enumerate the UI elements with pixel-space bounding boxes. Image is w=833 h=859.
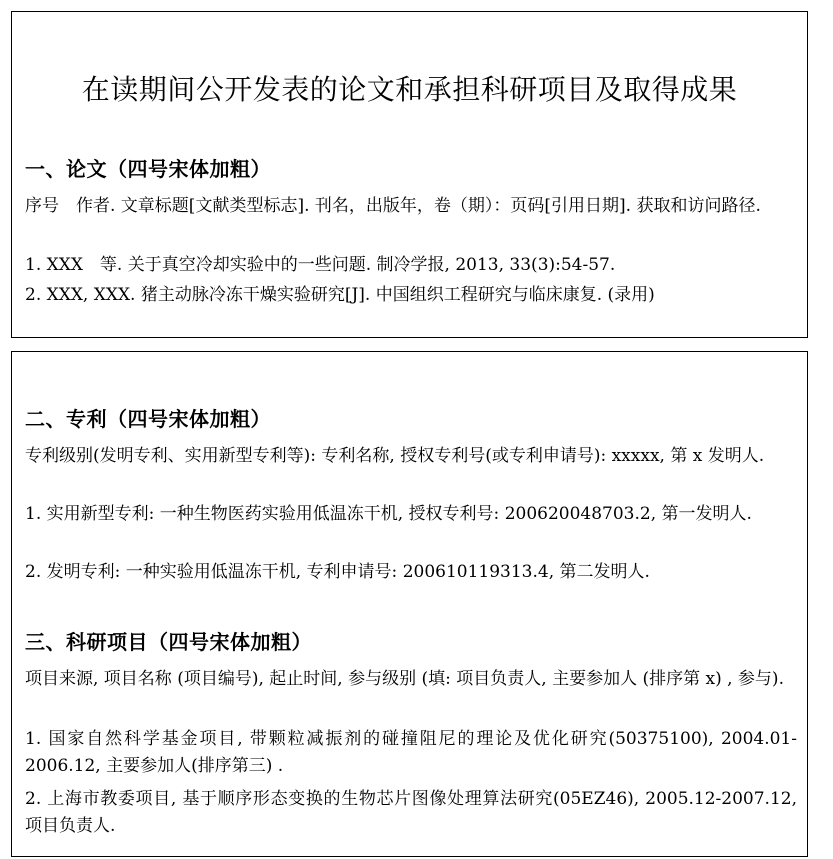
papers-heading: 一、论文（四号宋体加粗）: [25, 157, 271, 181]
patent-item-1: 1. 实用新型专利: 一种生物医药实验用低温冻干机, 授权专利号: 200620048703.2, 第一发明人.: [25, 504, 752, 524]
patents-projects-box: [11, 351, 808, 857]
paper-item-1: 1. XXX 等. 关于真空冷却实验中的一些问题. 制冷学报, 2013, 33(3):54-57.: [25, 255, 616, 275]
project-item-1: 1. 国家自然科学基金项目, 带颗粒减振剂的碰撞阻尼的理论及优化研究(50375100), 2004.01-2006.12, 主要参加人(排序第三) .: [25, 729, 797, 776]
papers-format-line: 序号 作者. 文章标题[文献类型标志]. 刊名，出版年，卷（期）：页码[引用日期]. 获取和访问路径.: [25, 196, 761, 216]
patents-heading: 二、专利（四号宋体加粗）: [25, 407, 271, 431]
projects-format-line: 项目来源, 项目名称 (项目编号), 起止时间, 参与级别 (填: 项目负责人, 主要参加人 (排序第 x) , 参与).: [25, 669, 784, 689]
page-title: 在读期间公开发表的论文和承担科研项目及取得成果: [81, 73, 738, 106]
projects-heading: 三、科研项目（四号宋体加粗）: [25, 630, 312, 654]
patents-format-line: 专利级别(发明专利、实用新型专利等): 专利名称, 授权专利号(或专利申请号): xxxxx, 第 x 发明人.: [25, 446, 765, 466]
patent-item-2: 2. 发明专利: 一种实验用低温冻干机, 专利申请号: 200610119313.4, 第二发明人.: [25, 562, 650, 582]
papers-box: [11, 11, 808, 338]
paper-item-2: 2. XXX, XXX. 猪主动脉冷冻干燥实验研究[J]. 中国组织工程研究与临床康复. (录用): [25, 285, 655, 305]
project-item-2: 2. 上海市教委项目, 基于顺序形态变换的生物芯片图像处理算法研究(05EZ46), 2005.12-2007.12, 项目负责人.: [25, 789, 797, 836]
